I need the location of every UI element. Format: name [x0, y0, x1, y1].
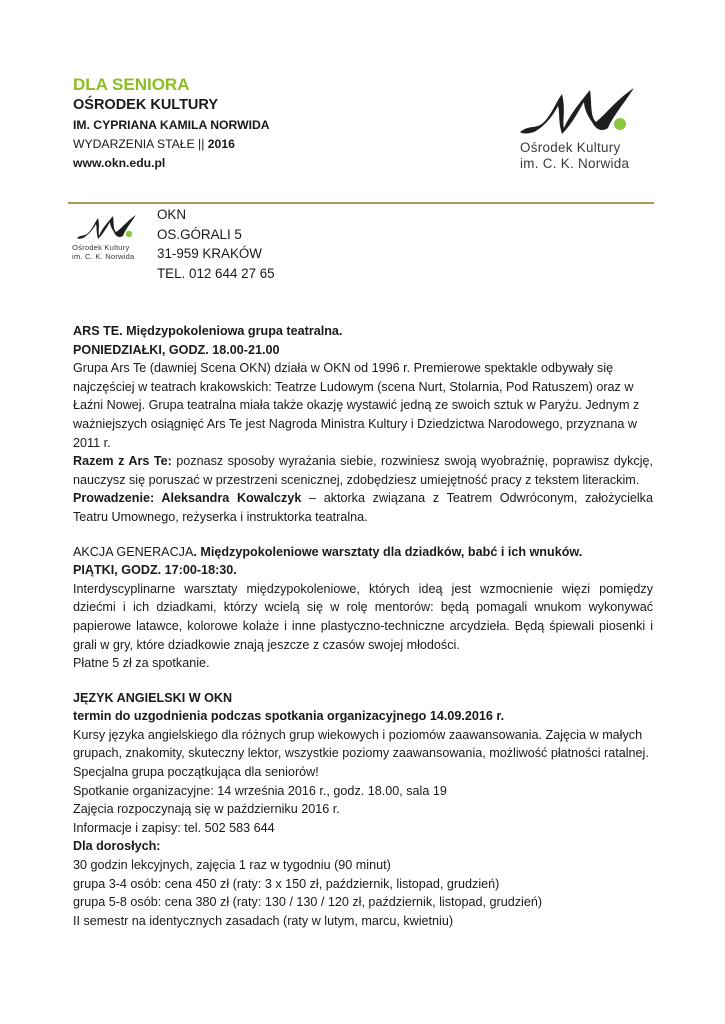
english-group-3-4: grupa 3-4 osób: cena 450 zł (raty: 3 x 150 zł, październik, listopad, grudzień): [73, 876, 500, 891]
akcja-schedule: PIĄTKI, GODZ. 17:00-18:30.: [73, 563, 237, 578]
english-info: Informacje i zapisy: tel. 502 583 644: [73, 820, 275, 835]
address-city: 31-959 KRAKÓW: [157, 246, 262, 261]
small-logo-dot-icon: [126, 231, 132, 237]
header-divider: [68, 202, 654, 204]
ars-razem-label: Razem z Ars Te:: [73, 454, 172, 469]
events-year: 2016: [207, 137, 235, 151]
header-block: [73, 74, 270, 173]
english-hours: 30 godzin lekcyjnych, zajęcia 1 raz w tygodniu (90 minut): [73, 858, 391, 873]
ars-title: ARS TE. Międzypokoleniowa grupa teatralna.: [73, 324, 343, 338]
ars-lead: [73, 489, 653, 526]
english-adults-label: Dla dorosłych:: [73, 839, 161, 854]
org-name: OŚRODEK KULTURY: [73, 97, 218, 113]
small-logo-caption: [72, 243, 152, 261]
akcja-title: [73, 543, 653, 562]
logo-dot-icon: [614, 118, 626, 130]
small-logo-line-2: im. C. K. Norwida: [72, 252, 135, 261]
address-block: [157, 205, 275, 283]
ars-schedule: PONIEDZIAŁKI, GODZ. 18.00-21.00: [73, 342, 280, 357]
ars-lead-label: Prowadzenie: Aleksandra Kowalczyk: [73, 491, 302, 506]
english-term: termin do uzgodnienia podczas spotkania organizacyjnego 14.09.2016 r.: [73, 709, 505, 724]
address-name: OKN: [157, 207, 187, 222]
english-group-5-8: grupa 5-8 osób: cena 380 zł (raty: 130 / 130 / 120 zł, październik, listopad, grudzień): [73, 895, 543, 910]
ars-razem-text: poznasz sposoby wyrażania siebie, rozwiniesz swoją wyobraźnię, poprawisz dykcję, nauczysz się poruszać w przestrzeni scenicznej, zdobędziesz umiejętność pracy z tekstem literackim.: [73, 454, 653, 487]
address-street: OS.GÓRALI 5: [157, 226, 242, 242]
logo-line-1: Ośrodek Kultury: [520, 140, 621, 155]
small-logo-line-1: Ośrodek Kultury: [72, 243, 130, 252]
events-label: WYDARZENIA STAŁE ||: [73, 137, 205, 151]
content-body: [73, 322, 653, 946]
logo-caption: [520, 140, 660, 172]
english-meeting: Spotkanie organizacyjne: 14 września 2016 r., godz. 18.00, sala 19: [73, 783, 447, 798]
english-start: Zajęcia rozpoczynają się w październiku 2016 r.: [73, 802, 340, 817]
english-title: JĘZYK ANGIELSKI W OKN: [73, 690, 233, 705]
section-ars-te: [73, 322, 653, 527]
page-title: DLA SENIORA: [73, 75, 190, 94]
akcja-title-rest: . Międzypokoleniowe warsztaty dla dziadków, babć i ich wnuków.: [193, 544, 583, 559]
ars-razem: [73, 452, 653, 489]
akcja-description: Interdyscyplinarne warsztaty międzypokoleniowe, których ideą jest wzmocnienie więzi pomiędzy dziećmi i ich dziadkami, którzy wcielą się w rolę mentorów: będą pomagali wnukom wykonywać papierowe latawce, kolorowe kolaże i inne plastyczno-techniczne arcydzieła. Będą śpiewali piosenki i grali w gry, które dziadkowie znają jeszcze z czasów swojej młodości.: [73, 581, 653, 652]
ars-description: Grupa Ars Te (dawniej Scena OKN) działa w OKN od 1996 r. Premierowe spektakle odbywały się najczęściej w teatrach krakowskich: Teatrze Ludowym (scena Nurt, Stolarnia, Pod Ratuszem) oraz w Łaźni Nowej. Grupa teatralna miała także okazję wystawić jedną ze swoich sztuk w Paryżu. Jednym z ważniejszych osiągnięć Ars Te jest Nagroda Ministra Kultury i Dziedzictwa Narodowego, przyznana w 2011 r.: [73, 361, 640, 450]
address-phone: TEL. 012 644 27 65: [157, 265, 275, 281]
english-description: Kursy języka angielskiego dla różnych grup wiekowych i poziomów zaawansowania. Zajęcia w małych grupach, znakomity, skuteczny lektor, wszystkie poziomy zaawansowania, możliwość płatności ratalnej. Specjalna grupa początkująca dla seniorów!: [73, 727, 649, 780]
ars-lead-text: – aktorka związana z Teatrem Odwróconym, założycielka Teatru Umownego, reżyserka i instruktorka teatralna.: [73, 491, 653, 524]
website-link[interactable]: www.okn.edu.pl: [73, 156, 166, 170]
english-semester-2: II semestr na identycznych zasadach (raty w lutym, marcu, kwietniu): [73, 913, 454, 928]
section-english: [73, 689, 653, 931]
logo-line-2: im. C. K. Norwida: [520, 156, 630, 171]
akcja-title-name: AKCJA GENERACJA: [73, 544, 194, 559]
org-subtitle: IM. CYPRIANA KAMILA NORWIDA: [73, 118, 270, 132]
section-akcja-generacja: [73, 543, 653, 673]
akcja-price: Płatne 5 zł za spotkanie.: [73, 656, 210, 671]
events-line: [73, 135, 270, 154]
